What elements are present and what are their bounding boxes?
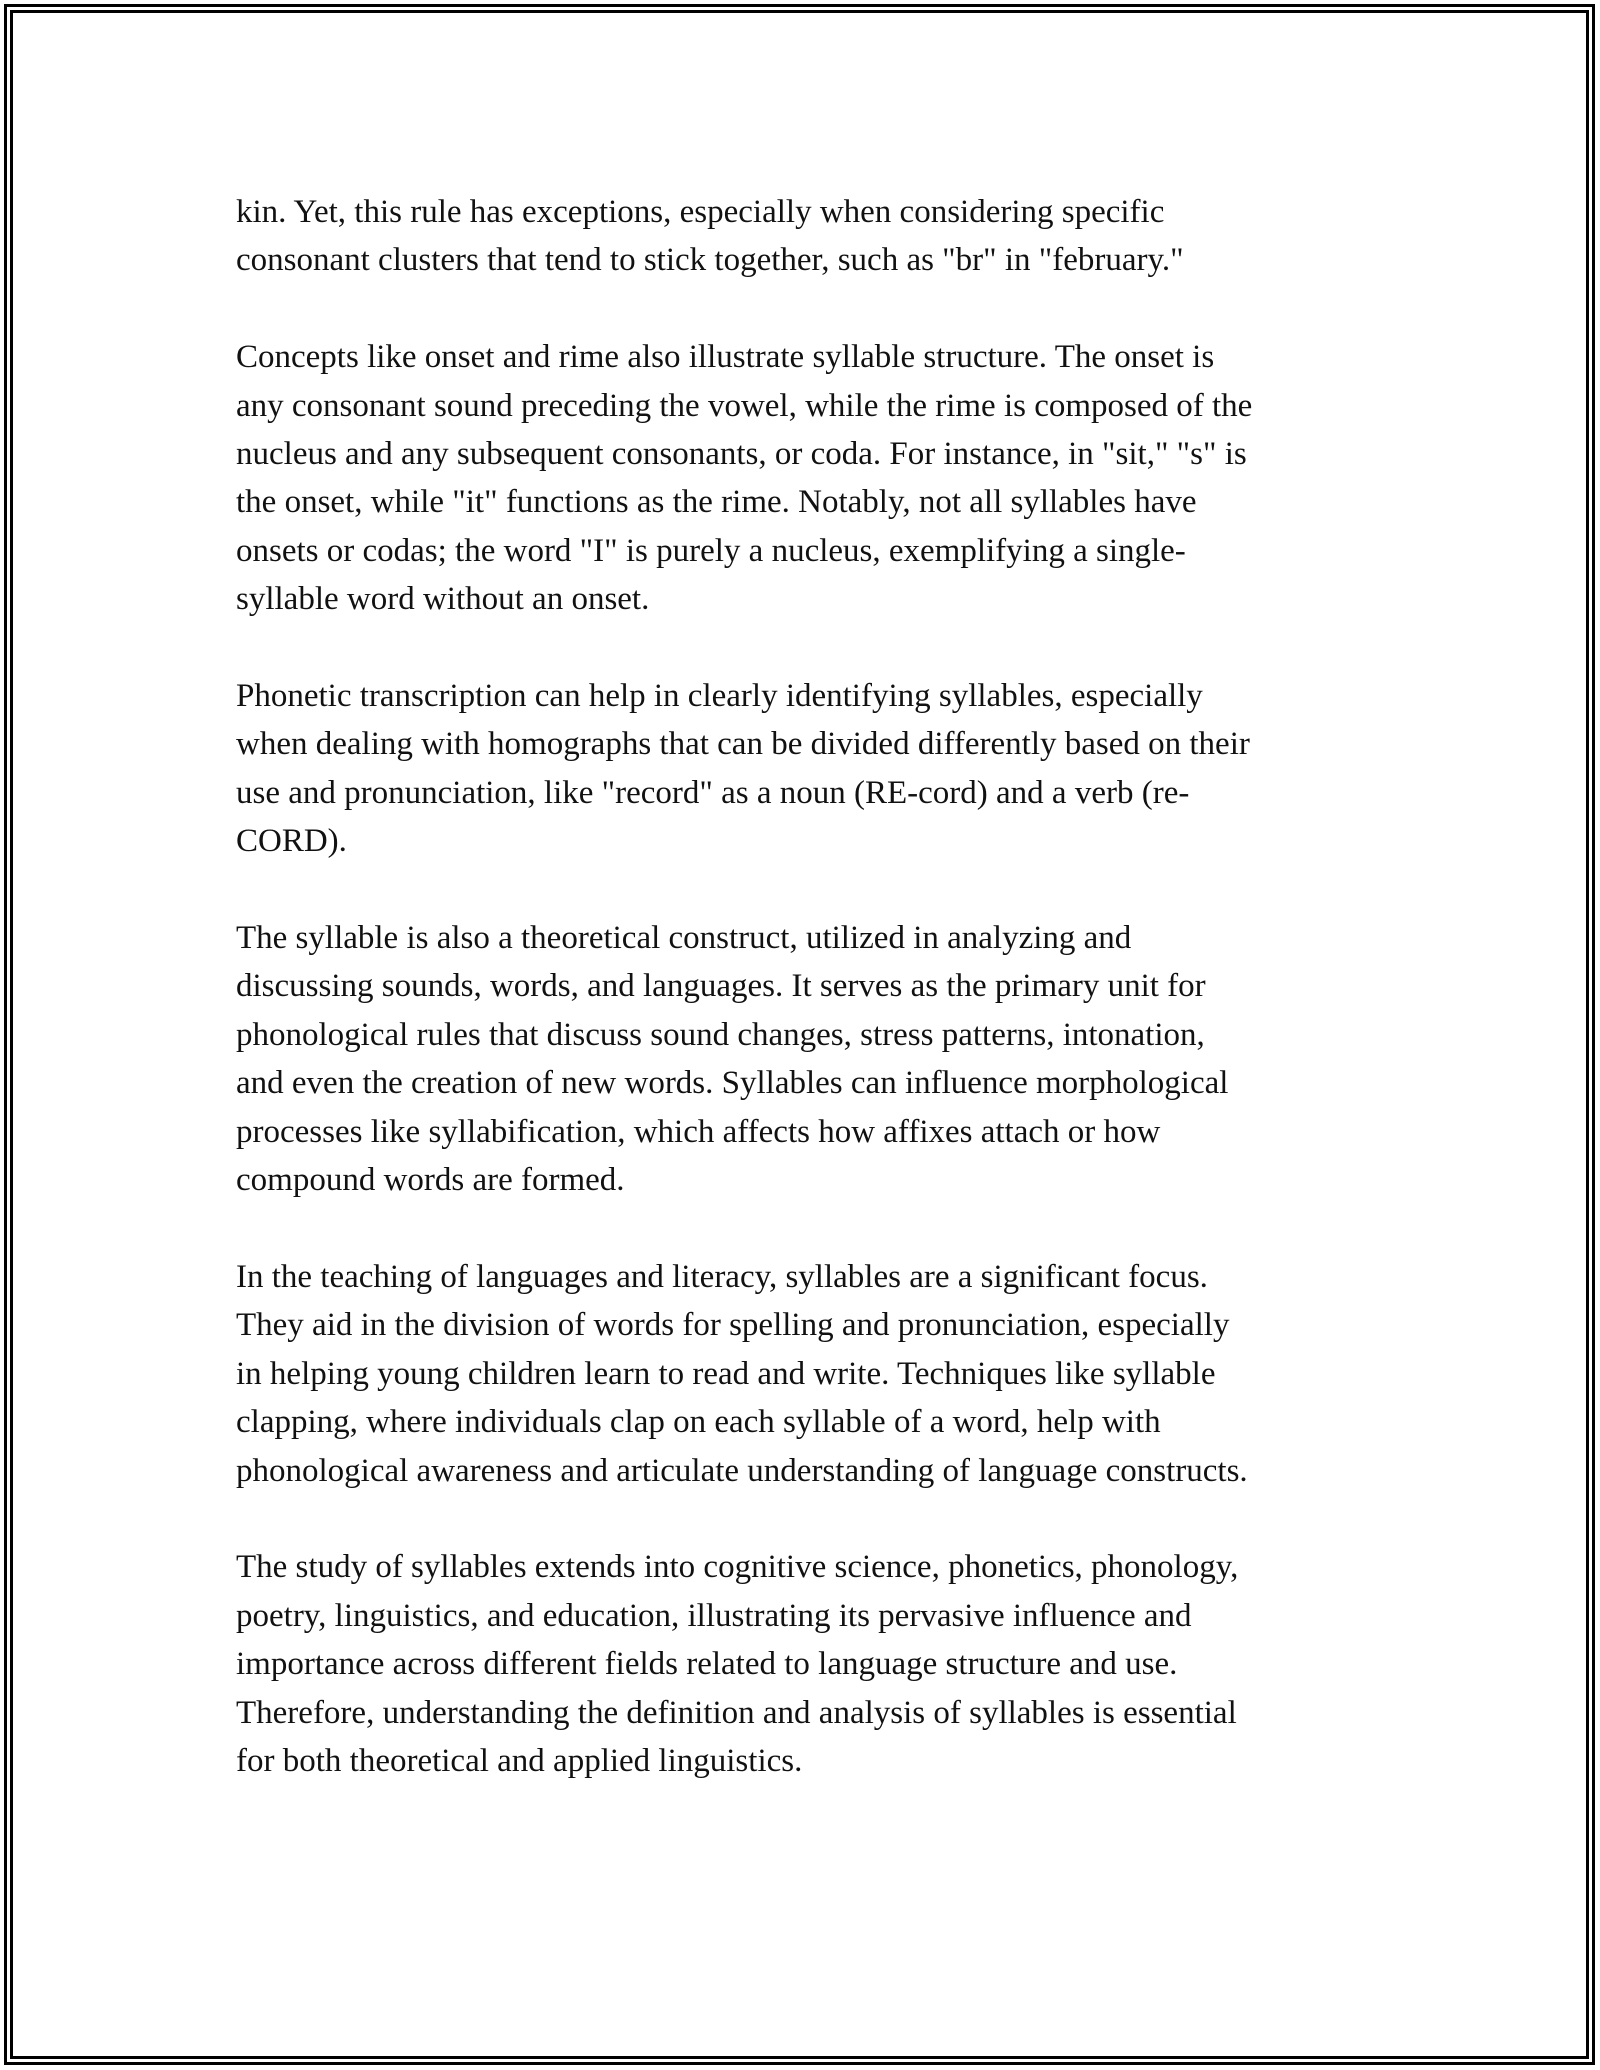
text-line: nucleus and any subsequent consonants, or coda. For instance, in "sit," "s" is: [236, 436, 1247, 473]
text-line: when dealing with homographs that can be divided differently based on their: [236, 726, 1250, 763]
text-line: poetry, linguistics, and education, illustrating its pervasive influence and: [236, 1597, 1192, 1634]
text-line: CORD).: [236, 823, 347, 860]
text-line: They aid in the division of words for spelling and pronunciation, especially: [236, 1307, 1230, 1344]
text-line: The syllable is also a theoretical construct, utilized in analyzing and: [236, 920, 1132, 957]
text-line: Concepts like onset and rime also illustrate syllable structure. The onset is: [236, 339, 1215, 376]
paragraph-5: [236, 1253, 1376, 1495]
text-line: use and pronunciation, like "record" as a noun (RE-cord) and a verb (re-: [236, 774, 1190, 811]
text-line: onsets or codas; the word "I" is purely a nucleus, exemplifying a single-: [236, 532, 1186, 569]
paragraph-6: [236, 1543, 1376, 1785]
text-line: consonant clusters that tend to stick together, such as "br" in "february.": [236, 242, 1184, 279]
text-line: Phonetic transcription can help in clearly identifying syllables, especially: [236, 678, 1203, 715]
text-line: processes like syllabification, which affects how affixes attach or how: [236, 1113, 1161, 1150]
paragraph-3: [236, 672, 1376, 866]
text-line: in helping young children learn to read and write. Techniques like syllable: [236, 1355, 1216, 1392]
document-body: [236, 188, 1376, 1834]
text-line: any consonant sound preceding the vowel, while the rime is composed of the: [236, 387, 1253, 424]
text-line: The study of syllables extends into cognitive science, phonetics, phonology,: [236, 1549, 1239, 1586]
paragraph-1: [236, 188, 1376, 285]
text-line: for both theoretical and applied linguistics.: [236, 1742, 803, 1779]
text-line: Therefore, understanding the definition and analysis of syllables is essential: [236, 1694, 1237, 1731]
text-line: importance across different fields related to language structure and use.: [236, 1646, 1178, 1683]
text-line: clapping, where individuals clap on each syllable of a word, help with: [236, 1404, 1161, 1441]
paragraph-4: [236, 914, 1376, 1204]
text-line: phonological awareness and articulate understanding of language constructs.: [236, 1452, 1248, 1489]
text-line: discussing sounds, words, and languages. It serves as the primary unit for: [236, 968, 1206, 1005]
text-line: the onset, while "it" functions as the rime. Notably, not all syllables have: [236, 484, 1197, 521]
text-line: In the teaching of languages and literacy, syllables are a significant focus.: [236, 1258, 1208, 1295]
text-line: syllable word without an onset.: [236, 581, 650, 618]
paragraph-2: [236, 333, 1376, 623]
text-line: compound words are formed.: [236, 1162, 625, 1199]
text-line: kin. Yet, this rule has exceptions, especially when considering specific: [236, 194, 1165, 230]
text-line: phonological rules that discuss sound changes, stress patterns, intonation,: [236, 1016, 1205, 1053]
text-line: and even the creation of new words. Syllables can influence morphological: [236, 1065, 1229, 1102]
